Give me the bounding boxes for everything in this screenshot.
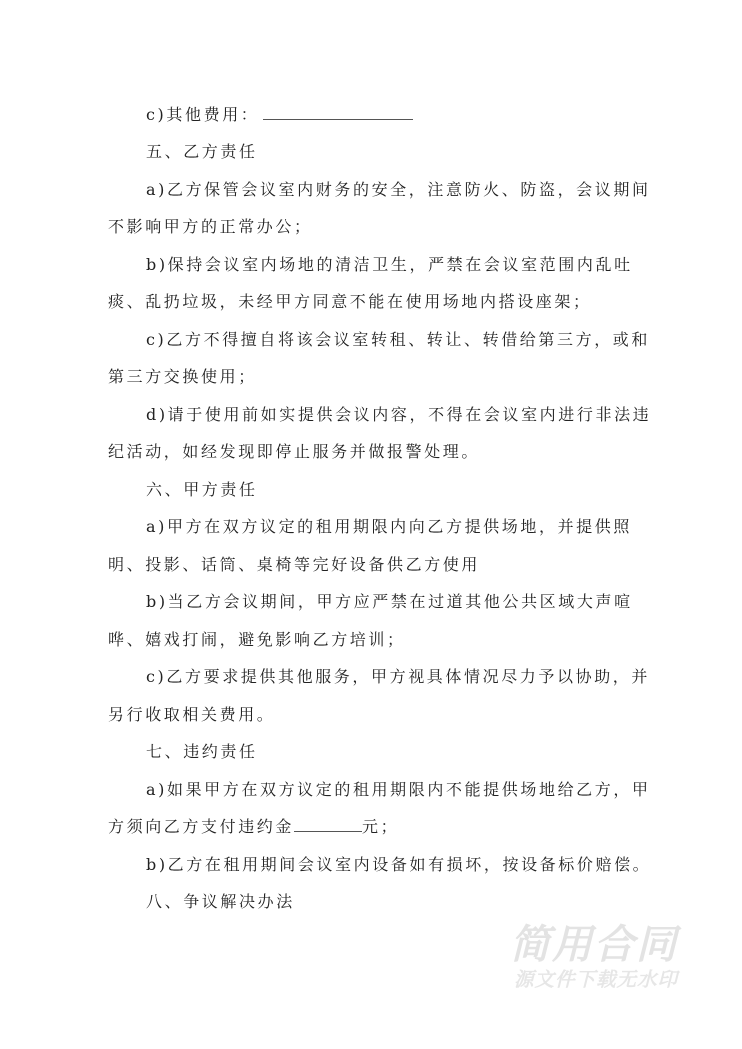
paragraph-line: b)保持会议室内场地的清洁卫生，严禁在会议室范围内乱吐	[146, 255, 633, 274]
section-heading-8: 八、争议解决办法	[146, 892, 295, 911]
penalty-line	[108, 817, 399, 837]
paragraph-line: b)当乙方会议期间，甲方应严禁在过道其他公共区域大声喧	[146, 592, 633, 611]
paragraph-line: c)乙方要求提供其他服务，甲方视具体情况尽力予以协助，并	[146, 667, 651, 686]
other-fees-blank	[263, 105, 413, 120]
paragraph-line: a)甲方在双方议定的租用期限内向乙方提供场地，并提供照	[146, 517, 632, 536]
paragraph-line: a)如果甲方在双方议定的租用期限内不能提供场地给乙方，甲	[146, 780, 651, 799]
other-fees-line	[146, 105, 413, 125]
paragraph-line: c)乙方不得擅自将该会议室转租、转让、转借给第三方，或和	[146, 330, 651, 349]
section-heading-5: 五、乙方责任	[146, 142, 258, 161]
paragraph-line: 痰、乱扔垃圾，未经甲方同意不能在使用场地内搭设座架；	[108, 292, 592, 311]
paragraph-line: 明、投影、话筒、桌椅等完好设备供乙方使用	[108, 555, 481, 574]
paragraph-line: 不影响甲方的正常办公；	[108, 217, 313, 236]
paragraph-line: 哗、嬉戏打闹，避免影响乙方培训；	[108, 630, 406, 649]
paragraph-line: a)乙方保管会议室内财务的安全，注意防火、防盗，会议期间	[146, 180, 651, 199]
currency-unit: 元；	[362, 817, 400, 836]
penalty-amount-blank	[294, 817, 362, 832]
paragraph-line: 另行收取相关费用。	[108, 705, 276, 724]
paragraph-line: 纪活动，如经发现即停止服务并做报警处理。	[108, 442, 481, 461]
paragraph-line: d)请于使用前如实提供会议内容，不得在会议室内进行非法违	[146, 405, 652, 424]
penalty-label: 方须向乙方支付违约金	[108, 817, 295, 836]
watermark-logo-text: 简用合同	[510, 922, 678, 968]
watermark-subtitle: 源文件下载无水印	[514, 968, 679, 991]
paragraph-line: b)乙方在租用期间会议室内设备如有损坏，按设备标价赔偿。	[146, 855, 652, 874]
section-heading-6: 六、甲方责任	[146, 480, 258, 499]
paragraph-line: 第三方交换使用；	[108, 367, 257, 386]
other-fees-label: c)其他费用：	[146, 105, 260, 124]
section-heading-7: 七、违约责任	[146, 742, 258, 761]
